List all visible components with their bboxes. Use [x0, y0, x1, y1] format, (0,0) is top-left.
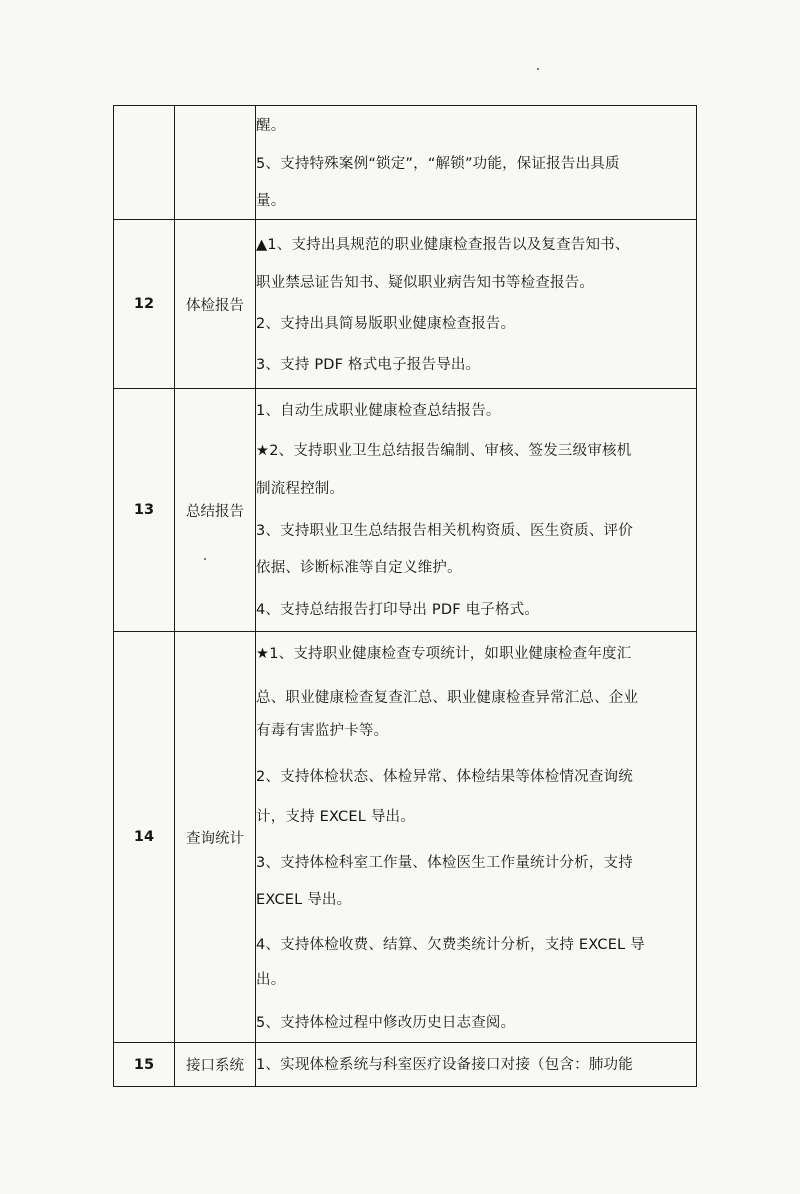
description-line: 2、支持体检状态、体检异常、体检结果等体检情况查询统 [256, 769, 633, 785]
row-description [256, 389, 697, 632]
description-line: 4、支持总结报告打印导出 PDF 电子格式。 [256, 602, 540, 618]
description-line: 制流程控制。 [256, 481, 345, 497]
description-line: 5、支持特殊案例“锁定”，“解锁”功能，保证报告出具质 [256, 155, 620, 172]
description-line: 计，支持 EXCEL 导出。 [256, 809, 415, 825]
row-number: 13 [114, 389, 175, 632]
row-description [256, 632, 697, 1043]
row-number: 14 [114, 632, 175, 1043]
row-number [114, 106, 175, 220]
row-number: 15 [114, 1043, 175, 1087]
row-description [256, 106, 697, 220]
description-line: 1、实现体检系统与科室医疗设备接口对接（包含：肺功能 [256, 1056, 633, 1073]
description-line: 3、支持职业卫生总结报告相关机构资质、医生资质、评价 [256, 523, 633, 539]
description-line: 4、支持体检收费、结算、欠费类统计分析，支持 EXCEL 导 [256, 937, 645, 953]
row-module-name [175, 106, 256, 220]
row-module-name: 查询统计 [175, 632, 256, 1043]
description-line: 3、支持体检科室工作量、体检医生工作量统计分析，支持 [256, 855, 633, 871]
description-line: 5、支持体检过程中修改历史日志查阅。 [256, 1015, 516, 1031]
description-line: 量。 [256, 192, 286, 209]
table-row [114, 632, 697, 1043]
table-row [114, 1043, 697, 1087]
description-line: 1、自动生成职业健康检查总结报告。 [256, 403, 501, 419]
description-line: ★1、支持职业健康检查专项统计，如职业健康检查年度汇 [256, 646, 632, 662]
description-line: 总、职业健康检查复查汇总、职业健康检查异常汇总、企业 [256, 690, 639, 706]
scan-speck [537, 68, 539, 70]
table-row [114, 389, 697, 632]
row-module-name: 总结报告 [175, 389, 256, 632]
description-line: 醒。 [256, 117, 286, 134]
table-row [114, 220, 697, 389]
description-line: ▲1、支持出具规范的职业健康检查报告以及复查告知书、 [256, 237, 630, 253]
row-module-name: 体检报告 [175, 220, 256, 389]
description-line: 2、支持出具简易版职业健康检查报告。 [256, 316, 516, 332]
description-line: 3、支持 PDF 格式电子报告导出。 [256, 357, 481, 373]
table-row [114, 106, 697, 220]
description-line: 出。 [256, 972, 286, 988]
row-number: 12 [114, 220, 175, 389]
description-line: 职业禁忌证告知书、疑似职业病告知书等检查报告。 [256, 275, 595, 291]
description-line: ★2、支持职业卫生总结报告编制、审核、签发三级审核机 [256, 443, 632, 459]
row-description [256, 1043, 697, 1087]
description-line: 依据、诊断标准等自定义维护。 [256, 560, 462, 576]
row-module-name: 接口系统 [175, 1043, 256, 1087]
row-description [256, 220, 697, 389]
description-line: EXCEL 导出。 [256, 892, 352, 908]
description-line: 有毒有害监护卡等。 [256, 723, 389, 739]
spec-table [113, 105, 697, 1087]
